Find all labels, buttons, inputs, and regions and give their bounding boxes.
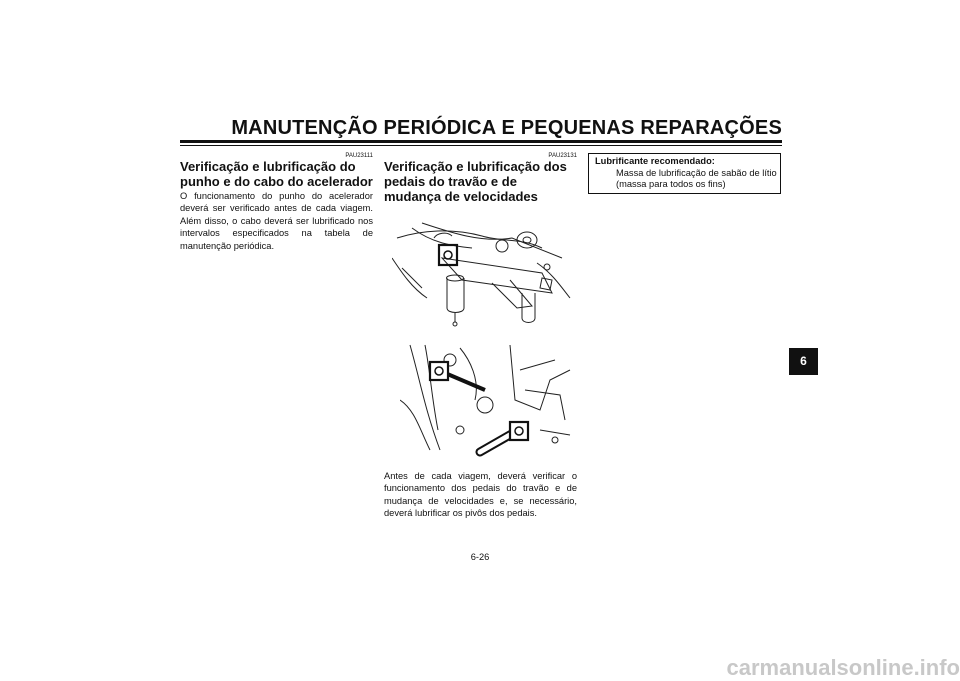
section-code-throttle: PAU23111 bbox=[345, 153, 373, 159]
header-rule-thick bbox=[180, 140, 782, 143]
page-header-title: MANUTENÇÃO PERIÓDICA E PEQUENAS REPARAÇÕES bbox=[231, 117, 782, 139]
section-body-pedals: Antes de cada viagem, deverá verificar o funcionamento dos pedais do travão e de mudança de velocidades e, se necessário, deverá lubrificar os pivôs dos pedais. bbox=[384, 471, 577, 519]
section-heading-throttle: Verificação e lubrificação do punho e do cabo do acelerador bbox=[180, 159, 373, 189]
header-rule-thin bbox=[180, 145, 782, 146]
brake-pedal-illustration bbox=[392, 218, 572, 330]
watermark: carmanualsonline.info bbox=[726, 655, 960, 680]
recommended-lubricant-box bbox=[588, 153, 781, 194]
chapter-tab: 6 bbox=[789, 348, 818, 375]
shift-pedal-illustration bbox=[400, 340, 572, 458]
page-number: 6-26 bbox=[470, 552, 490, 562]
section-heading-pedals: Verificação e lubrificação dos pedais do travão e de mudança de velocidades bbox=[384, 159, 567, 204]
section-body-throttle: O funcionamento do punho do acelerador deverá ser verificado antes de cada viagem. Além disso, o cabo deverá ser lubrificado nos intervalos especificados na tabela de manutenção periódica. bbox=[180, 191, 373, 251]
lubricant-box-text: Massa de lubrificação de sabão de lítio (massa para todos os fins) bbox=[616, 167, 777, 189]
lubricant-box-title: Lubrificante recomendado: bbox=[595, 156, 715, 166]
section-code-pedals: PAU23131 bbox=[548, 153, 577, 159]
